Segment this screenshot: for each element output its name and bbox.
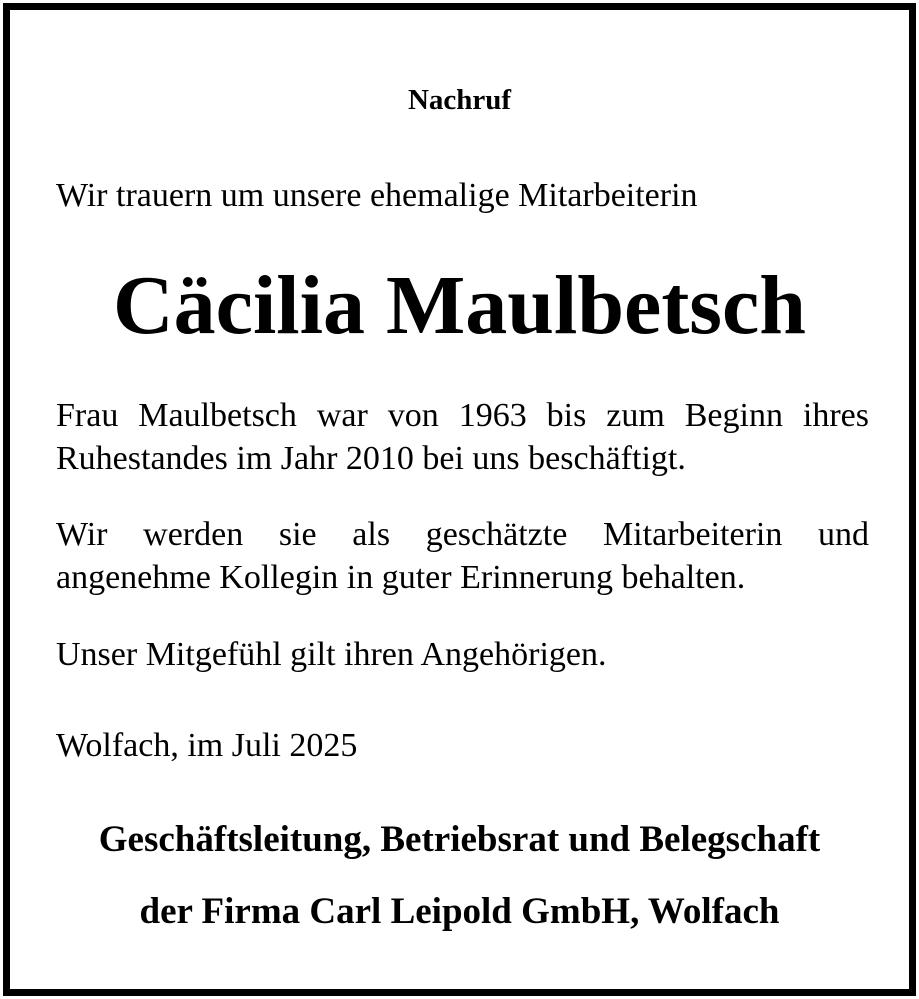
signature-line-2: der Firma Carl Leipold GmbH, Wolfach: [139, 891, 780, 932]
condolence-paragraph: Unser Mitgefühl gilt ihren Angehörigen.: [56, 636, 607, 673]
signature-line-1: Geschäftsleitung, Betriebsrat und Belegschaft: [98, 819, 821, 860]
employment-paragraph: Frau Maulbetsch war von 1963 bis zum Beginn ihres Ruhestandes im Jahr 2010 bei uns beschäftigt.: [56, 397, 869, 477]
place-date: Wolfach, im Juli 2025: [56, 727, 358, 764]
deceased-name: Cäcilia Maulbetsch: [113, 259, 806, 352]
remembrance-paragraph: Wir werden sie als geschätzte Mitarbeiterin und angenehme Kollegin in guter Erinnerung behalten.: [56, 516, 869, 596]
intro-text: Wir trauern um unsere ehemalige Mitarbeiterin: [56, 177, 698, 214]
notice-heading: Nachruf: [407, 84, 512, 116]
obituary-notice: [3, 3, 916, 996]
